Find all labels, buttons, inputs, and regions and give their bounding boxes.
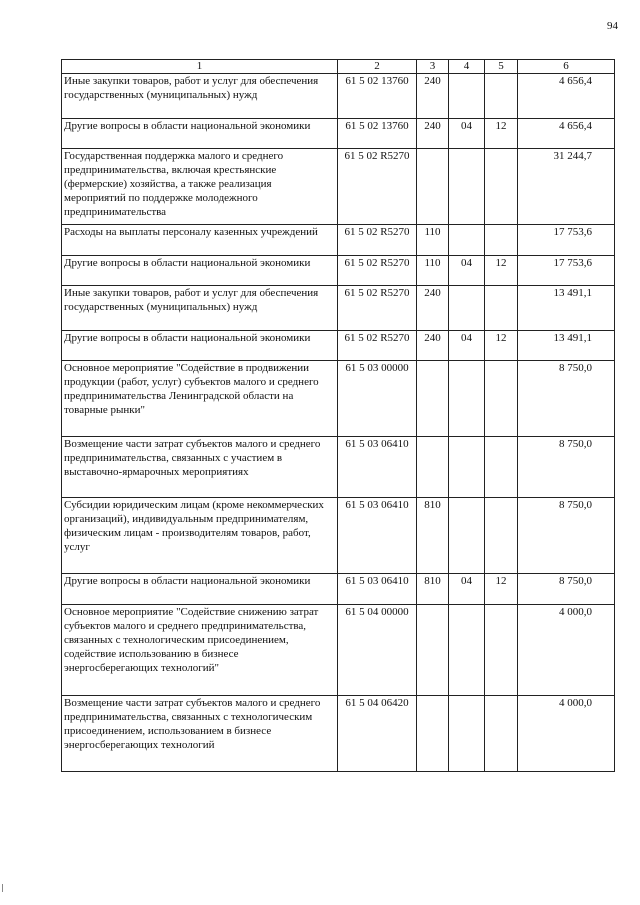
row-col4 <box>449 605 485 696</box>
row-col3: 110 <box>417 256 449 286</box>
row-col3: 240 <box>417 74 449 119</box>
row-col4: 04 <box>449 119 485 149</box>
column-header: 4 <box>449 60 485 74</box>
row-name: Иные закупки товаров, работ и услуг для обеспечения государственных (муниципальных) нужд <box>62 74 338 119</box>
row-name: Государственная поддержка малого и среднего предпринимательства, включая крестьянские (фермерские) хозяйства, а также реализация мероприятий по поддержке молодежного предпринимательства <box>62 149 338 225</box>
row-col5: 12 <box>485 574 518 605</box>
row-col4 <box>449 286 485 331</box>
row-col5 <box>485 225 518 256</box>
page-number: 94 <box>607 20 618 32</box>
table-row <box>62 696 615 772</box>
row-col4: 04 <box>449 331 485 361</box>
row-code: 61 5 02 13760 <box>338 119 417 149</box>
row-col5: 12 <box>485 119 518 149</box>
row-col4 <box>449 498 485 574</box>
table-row <box>62 119 615 149</box>
row-amount: 17 753,6 <box>518 225 615 256</box>
row-code: 61 5 02 R5270 <box>338 256 417 286</box>
table-row <box>62 437 615 498</box>
row-code: 61 5 03 06410 <box>338 574 417 605</box>
row-amount: 4 656,4 <box>518 74 615 119</box>
row-col3 <box>417 605 449 696</box>
table-header-row <box>62 60 615 74</box>
row-name: Другие вопросы в области национальной экономики <box>62 119 338 149</box>
row-col3 <box>417 696 449 772</box>
column-header: 3 <box>417 60 449 74</box>
row-col5: 12 <box>485 331 518 361</box>
row-code: 61 5 04 06420 <box>338 696 417 772</box>
table-row <box>62 149 615 225</box>
row-amount: 31 244,7 <box>518 149 615 225</box>
row-col4: 04 <box>449 256 485 286</box>
table-row <box>62 286 615 331</box>
row-col4 <box>449 149 485 225</box>
row-col3 <box>417 361 449 437</box>
row-code: 61 5 03 06410 <box>338 437 417 498</box>
row-amount: 8 750,0 <box>518 574 615 605</box>
row-col5 <box>485 498 518 574</box>
table-row <box>62 574 615 605</box>
row-amount: 8 750,0 <box>518 498 615 574</box>
row-amount: 8 750,0 <box>518 437 615 498</box>
table-row <box>62 605 615 696</box>
column-header: 5 <box>485 60 518 74</box>
column-header: 1 <box>62 60 338 74</box>
row-code: 61 5 02 13760 <box>338 74 417 119</box>
row-col4 <box>449 361 485 437</box>
table-row <box>62 498 615 574</box>
column-header: 2 <box>338 60 417 74</box>
row-col4 <box>449 437 485 498</box>
row-amount: 17 753,6 <box>518 256 615 286</box>
row-col3: 810 <box>417 574 449 605</box>
row-col5 <box>485 286 518 331</box>
row-col3: 240 <box>417 119 449 149</box>
row-name: Возмещение части затрат субъектов малого и среднего предпринимательства, связанных с участием в выставочно-ярмарочных мероприятиях <box>62 437 338 498</box>
row-code: 61 5 02 R5270 <box>338 149 417 225</box>
row-name: Основное мероприятие "Содействие снижению затрат субъектов малого и среднего предпринимательства, связанных с технологическим присоединением, содействие использованию в бизнесе энергосберегающих технологий" <box>62 605 338 696</box>
table-row <box>62 256 615 286</box>
table-row <box>62 331 615 361</box>
row-code: 61 5 02 R5270 <box>338 331 417 361</box>
row-col5 <box>485 149 518 225</box>
row-amount: 8 750,0 <box>518 361 615 437</box>
row-amount: 4 000,0 <box>518 605 615 696</box>
row-col5 <box>485 437 518 498</box>
row-amount: 13 491,1 <box>518 331 615 361</box>
row-col3: 810 <box>417 498 449 574</box>
scan-speck <box>2 884 3 892</box>
row-code: 61 5 04 00000 <box>338 605 417 696</box>
row-col3 <box>417 437 449 498</box>
row-amount: 13 491,1 <box>518 286 615 331</box>
row-amount: 4 000,0 <box>518 696 615 772</box>
row-name: Другие вопросы в области национальной экономики <box>62 331 338 361</box>
table-row <box>62 74 615 119</box>
row-col4 <box>449 225 485 256</box>
row-col3 <box>417 149 449 225</box>
table-row <box>62 361 615 437</box>
row-col4 <box>449 696 485 772</box>
row-code: 61 5 03 00000 <box>338 361 417 437</box>
row-name: Основное мероприятие "Содействие в продвижении продукции (работ, услуг) субъектов малого и среднего предпринимательства Ленинградской области на товарные рынки" <box>62 361 338 437</box>
table-row <box>62 225 615 256</box>
row-name: Другие вопросы в области национальной экономики <box>62 256 338 286</box>
row-name: Другие вопросы в области национальной экономики <box>62 574 338 605</box>
row-col5 <box>485 74 518 119</box>
row-col4: 04 <box>449 574 485 605</box>
row-name: Субсидии юридическим лицам (кроме некоммерческих организаций), индивидуальным предпринимателям, физическим лицам - производителям товаров, работ, услуг <box>62 498 338 574</box>
row-code: 61 5 03 06410 <box>338 498 417 574</box>
row-col5 <box>485 605 518 696</box>
column-header: 6 <box>518 60 615 74</box>
row-col3: 110 <box>417 225 449 256</box>
row-name: Иные закупки товаров, работ и услуг для обеспечения государственных (муниципальных) нужд <box>62 286 338 331</box>
row-code: 61 5 02 R5270 <box>338 225 417 256</box>
row-col5 <box>485 361 518 437</box>
row-amount: 4 656,4 <box>518 119 615 149</box>
row-col5 <box>485 696 518 772</box>
row-col4 <box>449 74 485 119</box>
row-col5: 12 <box>485 256 518 286</box>
row-name: Расходы на выплаты персоналу казенных учреждений <box>62 225 338 256</box>
row-name: Возмещение части затрат субъектов малого и среднего предпринимательства, связанных с технологическим присоединением, использованием в бизнесе энергосберегающих технологий <box>62 696 338 772</box>
budget-table <box>61 59 615 772</box>
row-col3: 240 <box>417 286 449 331</box>
row-code: 61 5 02 R5270 <box>338 286 417 331</box>
row-col3: 240 <box>417 331 449 361</box>
